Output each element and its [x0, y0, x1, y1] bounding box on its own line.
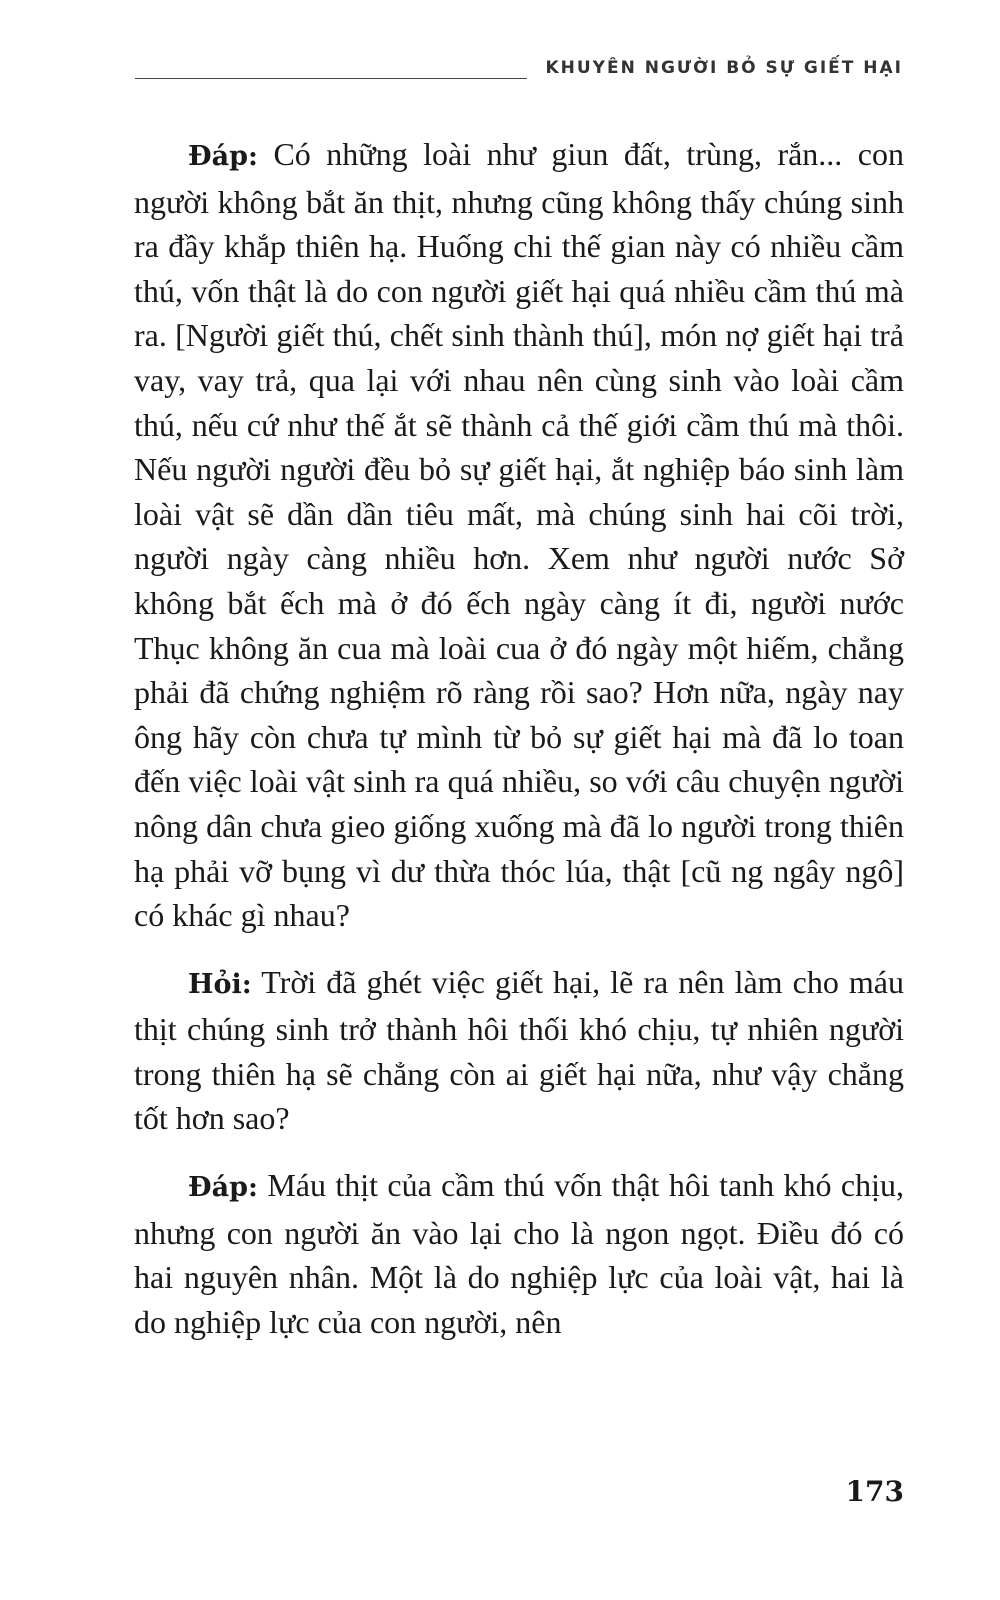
paragraph-answer-1: [134, 132, 904, 938]
paragraph-label: Đáp:: [188, 141, 258, 172]
paragraph-label: Hỏi:: [188, 968, 252, 1000]
header-rule: [135, 78, 527, 79]
paragraph-label: Đáp:: [188, 1172, 258, 1204]
paragraph-text: Máu thịt của cầm thú vốn thật hôi tanh khó chịu, nhưng con người ăn vào lại cho là ngon ngọt. Điều đó có hai nguyên nhân. Một là do nghiệp lực của loài vật, hai là do nghiệp lực của con người, nên: [134, 1167, 904, 1340]
running-header: [135, 58, 903, 86]
paragraph-text: Có những loài như giun đất, trùng, rắn... con người không bắt ăn thịt, nhưng cũng không thấy chúng sinh ra đầy khắp thiên hạ. Huống chi thế gian này có nhiều cầm thú, vốn thật là do con người giết hại quá nhiều cầm thú mà ra. [Người giết thú, chết sinh thành thú], món nợ giết hại trả vay, vay trả, qua lại với nhau nên cùng sinh vào loài cầm thú, nếu cứ như thế ắt sẽ thành cả thế giới cầm thú mà thôi. Nếu người người đều bỏ sự giết hại, ắt nghiệp báo sinh làm loài vật sẽ dần dần tiêu mất, mà chúng sinh hai cõi trời, người ngày càng nhiều hơn. Xem như người nước Sở không bắt ếch mà ở đó ếch ngày càng ít đi, người nước Thục không ăn cua mà loài cua ở đó ngày một hiếm, chẳng phải đã chứng nghiệm rõ ràng rồi sao? Hơn nữa, ngày nay ông hãy còn chưa tự mình từ bỏ sự giết hại mà đã lo toan đến việc loài vật sinh ra quá nhiều, so với câu chuyện người nông dân chưa gieo giống xuống mà đã lo người trong thiên hạ phải vỡ bụng vì dư thừa thóc lúa, thật [cũ ng ngây ngô] có khác gì nhau?: [134, 136, 904, 934]
page-number: 173: [845, 1475, 904, 1508]
paragraph-question: [134, 960, 904, 1141]
paragraph-answer-2: [134, 1163, 904, 1344]
page-body: [134, 132, 904, 1344]
paragraph-text: Trời đã ghét việc giết hại, lẽ ra nên làm cho máu thịt chúng sinh trở thành hôi thối khó chịu, tự nhiên người trong thiên hạ sẽ chẳng còn ai giết hại nữa, như vậy chẳng tốt hơn sao?: [134, 963, 904, 1137]
header-title: KHUYÊN NGƯỜI BỎ SỰ GIẾT HẠI: [545, 58, 903, 78]
